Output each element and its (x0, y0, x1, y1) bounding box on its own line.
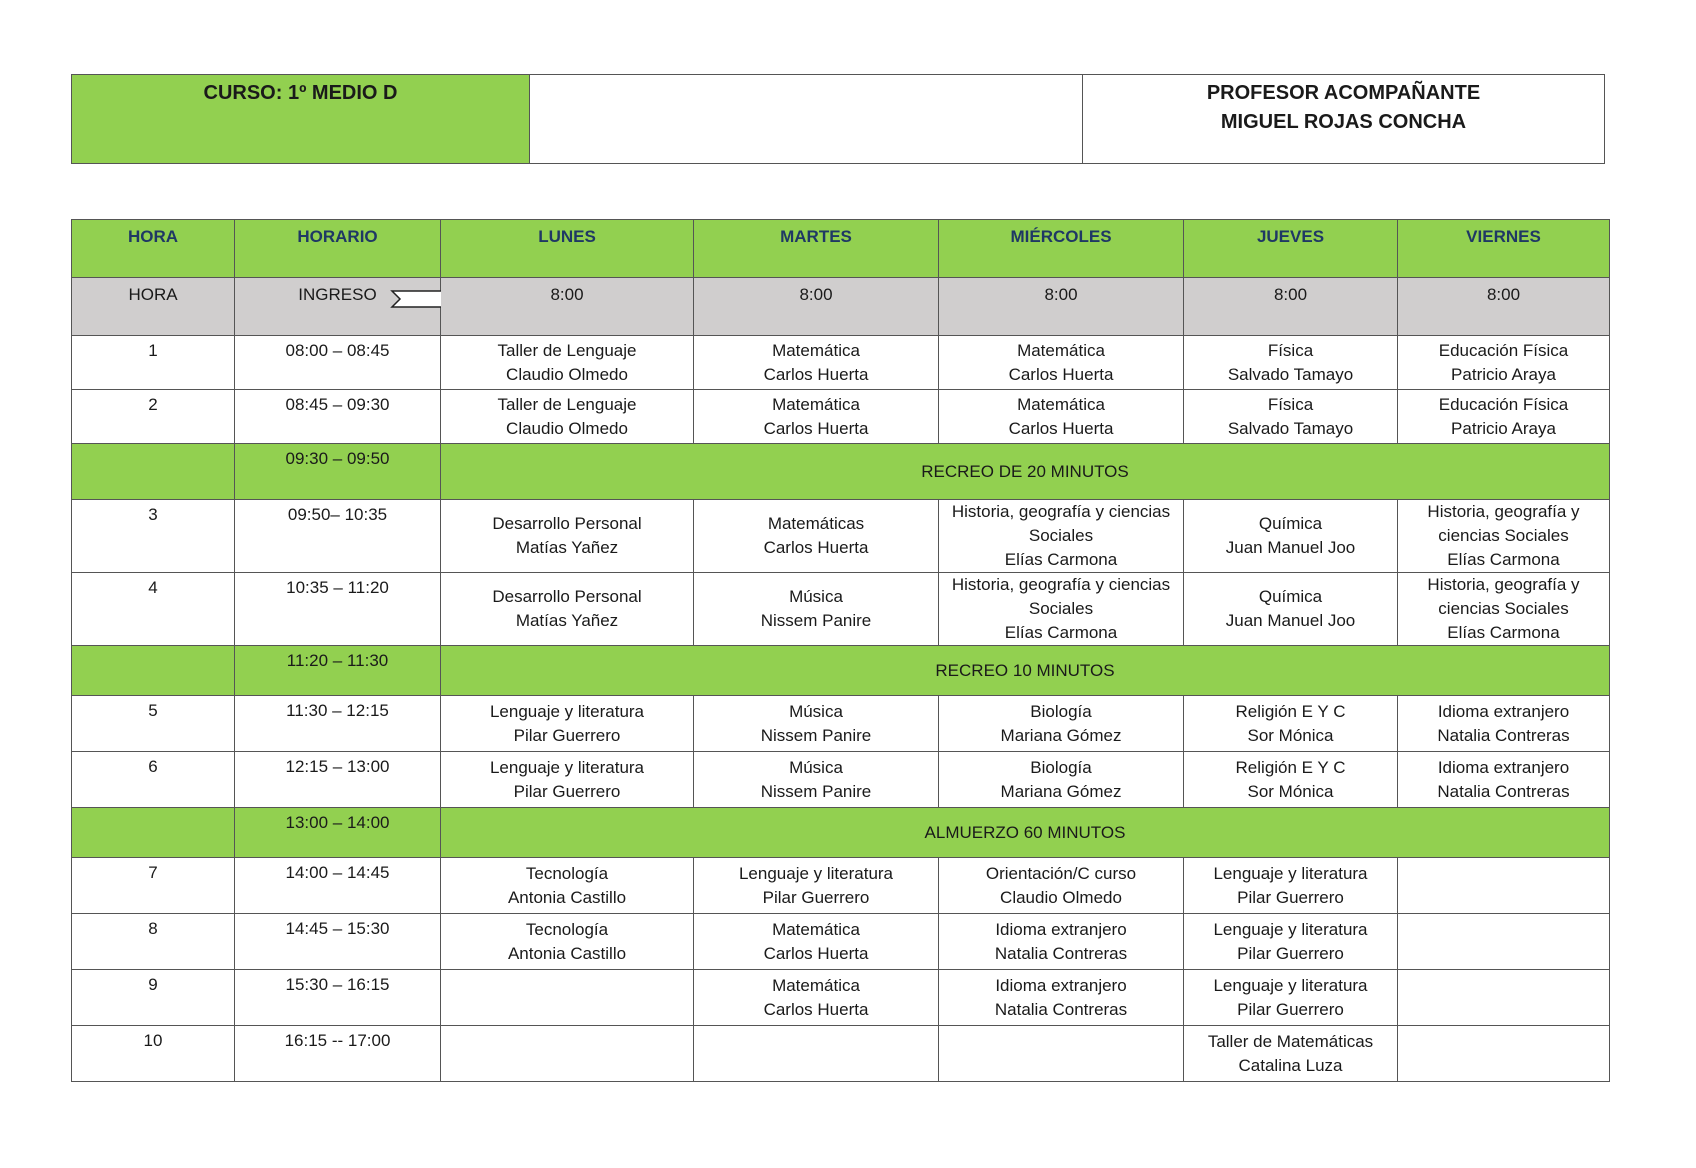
class-cell (1184, 914, 1398, 970)
header-middle-cell (530, 75, 1083, 164)
teacher-name: Nissem Panire (760, 611, 872, 630)
period-row (72, 696, 1610, 752)
subject-name: Tecnología (525, 863, 609, 883)
class-cell (441, 696, 694, 752)
teacher-name: Antonia Castillo (507, 943, 627, 963)
break-row (72, 808, 1610, 858)
period-time: 08:45 – 09:30 (235, 390, 441, 444)
subject-name: Química (1258, 587, 1323, 606)
break-time: 09:30 – 09:50 (235, 444, 441, 500)
break-row (72, 646, 1610, 696)
teacher-name: Patricio Araya (1451, 364, 1556, 384)
break-hora-empty (72, 808, 235, 858)
teacher-name: Mariana Gómez (1000, 781, 1122, 801)
subject-name: Matemática (1017, 340, 1105, 360)
ingreso-time-miercoles: 8:00 (939, 278, 1184, 336)
class-cell (1184, 500, 1398, 573)
subject-name: Biología (1030, 701, 1092, 721)
break-label: ALMUERZO 60 MINUTOS (441, 808, 1610, 858)
period-time: 16:15 -- 17:00 (235, 1026, 441, 1082)
teacher-name: Natalia Contreras (994, 943, 1128, 963)
subject-name: Lenguaje y literatura (1213, 863, 1368, 883)
teacher-name: Sor Mónica (1247, 781, 1334, 801)
teacher-name: Salvado Tamayo (1227, 364, 1354, 384)
period-number: 1 (72, 336, 235, 390)
period-time: 12:15 – 13:00 (235, 752, 441, 808)
teacher-name: Carlos Huerta (763, 538, 869, 557)
class-cell (1184, 390, 1398, 444)
class-cell (441, 336, 694, 390)
teacher-name: MIGUEL ROJAS CONCHA (1220, 111, 1467, 133)
period-row (72, 336, 1610, 390)
class-cell (694, 752, 939, 808)
subject-name: Lenguaje y literatura (1213, 919, 1368, 939)
period-time: 14:00 – 14:45 (235, 858, 441, 914)
teacher-name: Carlos Huerta (763, 418, 869, 438)
class-cell (1398, 390, 1610, 444)
teacher-name: Natalia Contreras (994, 999, 1128, 1019)
subject-name: Matemática (772, 340, 860, 360)
subject-name: Orientación/C curso (985, 863, 1137, 883)
teacher-name: Natalia Contreras (1437, 781, 1570, 801)
period-row (72, 858, 1610, 914)
period-number: 6 (72, 752, 235, 808)
class-cell (694, 858, 939, 914)
ingreso-time-viernes: 8:00 (1398, 278, 1610, 336)
class-cell (1184, 752, 1398, 808)
class-cell (694, 970, 939, 1026)
period-row (72, 752, 1610, 808)
class-cell (1184, 573, 1398, 646)
teacher-name: Elías Carmona (1447, 550, 1560, 569)
teacher-name: Mariana Gómez (1000, 725, 1122, 745)
class-cell (694, 696, 939, 752)
subject-name: Lenguaje y literatura (489, 757, 645, 777)
class-cell (939, 336, 1184, 390)
teacher-name: Pilar Guerrero (513, 725, 621, 745)
break-row (72, 444, 1610, 500)
break-hora-empty (72, 444, 235, 500)
ingreso-label: INGRESO (298, 285, 377, 304)
subject-name: Religión E Y C (1235, 757, 1346, 777)
class-cell (441, 573, 694, 646)
ingreso-time-martes: 8:00 (694, 278, 939, 336)
class-cell (1184, 858, 1398, 914)
class-cell (694, 1026, 939, 1082)
subject-name: Idioma extranjero (995, 919, 1127, 939)
class-cell (939, 914, 1184, 970)
period-time: 15:30 – 16:15 (235, 970, 441, 1026)
subject-name: Educación Física (1438, 340, 1569, 360)
ingreso-time-jueves: 8:00 (1184, 278, 1398, 336)
subject-name: Matemática (772, 919, 860, 939)
period-number: 7 (72, 858, 235, 914)
class-cell (1398, 914, 1610, 970)
subject-name: Historia, geografía y ciencias Sociales (951, 575, 1171, 618)
subject-name: Idioma extranjero (995, 975, 1127, 995)
break-hora-empty (72, 646, 235, 696)
schedule-table (71, 219, 1610, 1082)
class-cell (1184, 970, 1398, 1026)
teacher-name: Pilar Guerrero (762, 887, 870, 907)
teacher-name: Natalia Contreras (1437, 725, 1570, 745)
teacher-title: PROFESOR ACOMPAÑANTE (1206, 82, 1481, 104)
period-row (72, 914, 1610, 970)
period-time: 14:45 – 15:30 (235, 914, 441, 970)
period-row (72, 573, 1610, 646)
subject-name: Música (789, 587, 843, 606)
class-cell (694, 336, 939, 390)
col-header-hora: HORA (72, 220, 235, 278)
period-time: 09:50– 10:35 (235, 500, 441, 573)
class-cell (1398, 752, 1610, 808)
teacher-name: Elías Carmona (1004, 623, 1118, 642)
teacher-name: Pilar Guerrero (1237, 943, 1344, 963)
subject-name: Lenguaje y literatura (1213, 975, 1368, 995)
teacher-name: Carlos Huerta (1008, 364, 1114, 384)
subject-name: Idioma extranjero (1437, 757, 1570, 777)
class-cell (939, 500, 1184, 573)
col-header-martes: MARTES (694, 220, 939, 278)
subject-name: Religión E Y C (1235, 701, 1346, 721)
period-time: 10:35 – 11:20 (235, 573, 441, 646)
class-cell (939, 858, 1184, 914)
subject-name: Química (1258, 514, 1323, 533)
ingreso-row (72, 278, 1610, 336)
subject-name: Biología (1030, 757, 1092, 777)
class-cell (441, 970, 694, 1026)
class-cell (1184, 336, 1398, 390)
teacher-name: Elías Carmona (1004, 550, 1118, 569)
class-cell (441, 752, 694, 808)
subject-name: Tecnología (525, 919, 609, 939)
class-cell (694, 573, 939, 646)
teacher-name: Pilar Guerrero (1237, 887, 1344, 907)
teacher-cell (1083, 75, 1605, 164)
col-header-jueves: JUEVES (1184, 220, 1398, 278)
class-cell (1398, 500, 1610, 573)
subject-name: Taller de Lenguaje (497, 394, 637, 414)
teacher-name: Matías Yañez (515, 538, 619, 557)
class-cell (694, 390, 939, 444)
teacher-name: Juan Manuel Joo (1225, 611, 1356, 630)
break-label: RECREO DE 20 MINUTOS (441, 444, 1610, 500)
class-cell (1184, 1026, 1398, 1082)
class-cell (939, 696, 1184, 752)
teacher-name: Patricio Araya (1451, 418, 1556, 438)
class-cell (939, 752, 1184, 808)
period-number: 9 (72, 970, 235, 1026)
class-cell (1398, 336, 1610, 390)
period-number: 8 (72, 914, 235, 970)
class-cell (441, 1026, 694, 1082)
subject-name: Taller de Lenguaje (497, 340, 637, 360)
teacher-name: Sor Mónica (1247, 725, 1334, 745)
teacher-name: Claudio Olmedo (1000, 887, 1122, 907)
subject-name: Taller de Matemáticas (1207, 1031, 1374, 1051)
col-header-miercoles: MIÉRCOLES (939, 220, 1184, 278)
class-cell (441, 914, 694, 970)
class-cell (694, 500, 939, 573)
period-number: 2 (72, 390, 235, 444)
period-row (72, 500, 1610, 573)
period-time: 08:00 – 08:45 (235, 336, 441, 390)
teacher-name: Elías Carmona (1447, 623, 1560, 642)
period-number: 10 (72, 1026, 235, 1082)
class-cell (939, 573, 1184, 646)
class-cell (1184, 696, 1398, 752)
teacher-name: Pilar Guerrero (513, 781, 621, 801)
period-row (72, 1026, 1610, 1082)
class-cell (939, 1026, 1184, 1082)
teacher-name: Antonia Castillo (507, 887, 627, 907)
subject-name: Física (1267, 340, 1314, 360)
subject-name: Idioma extranjero (1437, 701, 1570, 721)
ingreso-cell (235, 278, 441, 336)
class-cell (939, 390, 1184, 444)
ingreso-time-lunes: 8:00 (441, 278, 694, 336)
teacher-name: Claudio Olmedo (506, 364, 628, 384)
col-header-lunes: LUNES (441, 220, 694, 278)
period-number: 3 (72, 500, 235, 573)
period-number: 5 (72, 696, 235, 752)
class-cell (441, 858, 694, 914)
subject-name: Lenguaje y literatura (489, 701, 645, 721)
schedule-header-row (72, 220, 1610, 278)
col-header-viernes: VIERNES (1398, 220, 1610, 278)
subject-name: Desarrollo Personal (492, 514, 642, 533)
class-cell (1398, 573, 1610, 646)
teacher-name: Matías Yañez (515, 611, 619, 630)
subject-name: Lenguaje y literatura (738, 863, 894, 883)
ingreso-hora: HORA (72, 278, 235, 336)
period-number: 4 (72, 573, 235, 646)
class-cell (939, 970, 1184, 1026)
subject-name: Música (789, 701, 843, 721)
course-label: CURSO: 1º MEDIO D (203, 82, 398, 104)
course-cell (72, 75, 530, 164)
course-header (71, 74, 1605, 164)
col-header-horario: HORARIO (235, 220, 441, 278)
break-time: 13:00 – 14:00 (235, 808, 441, 858)
teacher-name: Carlos Huerta (763, 943, 869, 963)
teacher-name: Carlos Huerta (763, 364, 869, 384)
teacher-name: Nissem Panire (760, 781, 872, 801)
subject-name: Desarrollo Personal (492, 587, 642, 606)
teacher-name: Claudio Olmedo (506, 418, 628, 438)
class-cell (694, 914, 939, 970)
teacher-name: Pilar Guerrero (1237, 999, 1344, 1019)
subject-name: Historia, geografía y ciencias Sociales (1427, 502, 1580, 545)
subject-name: Historia, geografía y ciencias Sociales (951, 502, 1171, 545)
class-cell (441, 500, 694, 573)
class-cell (441, 390, 694, 444)
class-cell (1398, 696, 1610, 752)
class-cell (1398, 1026, 1610, 1082)
subject-name: Matemática (1017, 394, 1105, 414)
period-row (72, 390, 1610, 444)
subject-name: Música (789, 757, 843, 777)
teacher-name: Juan Manuel Joo (1225, 538, 1356, 557)
class-cell (1398, 970, 1610, 1026)
period-time: 11:30 – 12:15 (235, 696, 441, 752)
teacher-name: Carlos Huerta (1008, 418, 1114, 438)
subject-name: Educación Física (1438, 394, 1569, 414)
subject-name: Matemática (772, 975, 860, 995)
subject-name: Física (1267, 394, 1314, 414)
subject-name: Matemática (772, 394, 860, 414)
teacher-name: Catalina Luza (1238, 1055, 1343, 1075)
break-time: 11:20 – 11:30 (235, 646, 441, 696)
teacher-name: Salvado Tamayo (1227, 418, 1354, 438)
subject-name: Matemáticas (767, 514, 865, 533)
period-row (72, 970, 1610, 1026)
class-cell (1398, 858, 1610, 914)
teacher-name: Carlos Huerta (763, 999, 869, 1019)
subject-name: Historia, geografía y ciencias Sociales (1427, 575, 1580, 618)
teacher-name: Nissem Panire (760, 725, 872, 745)
break-label: RECREO 10 MINUTOS (441, 646, 1610, 696)
